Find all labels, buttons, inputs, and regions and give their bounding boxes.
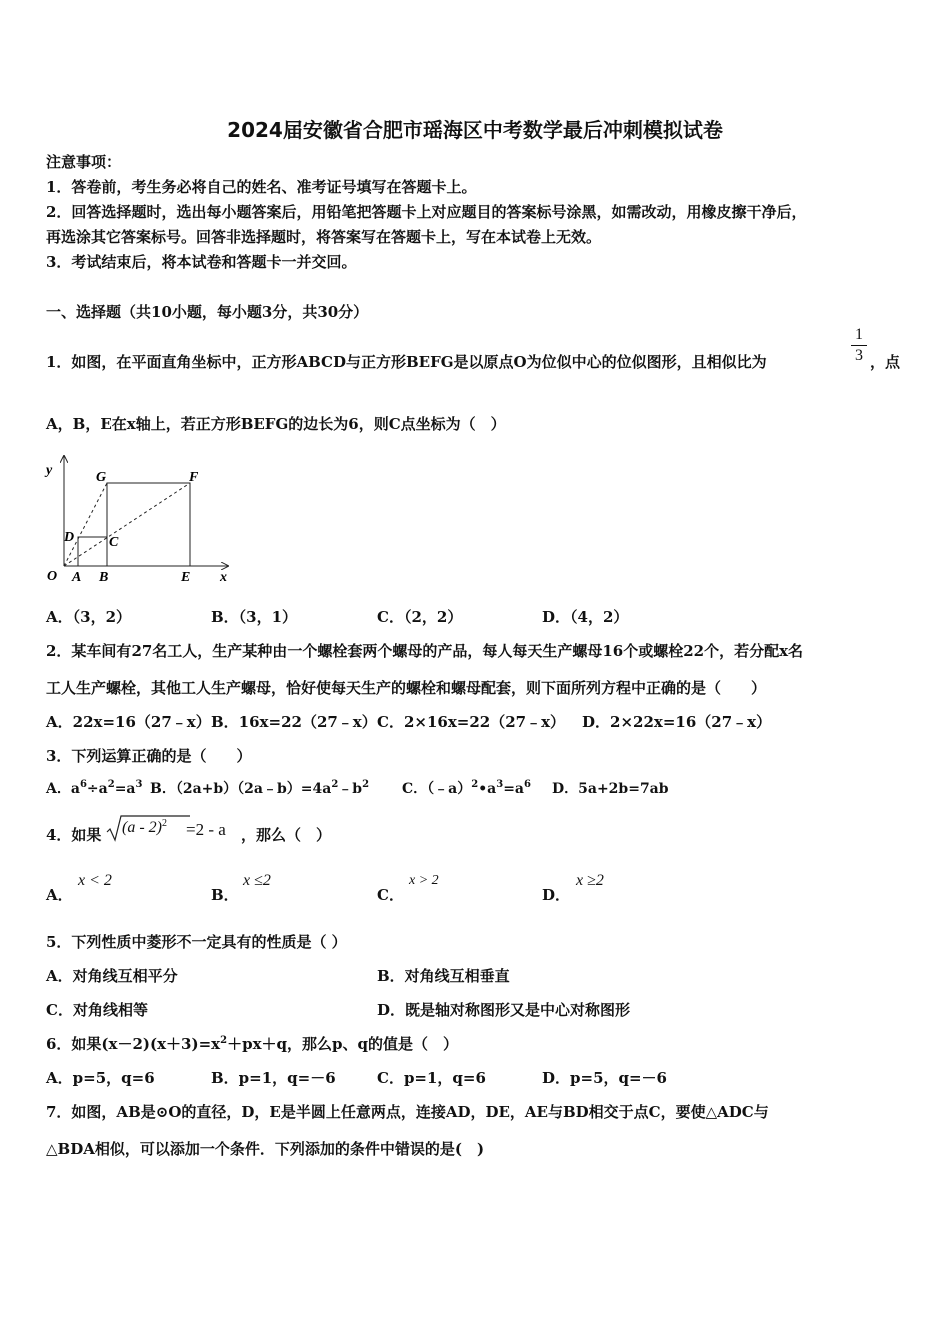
q1-figure (38, 450, 238, 588)
q3-option-d: D．5a+2b=7ab (552, 781, 669, 797)
notice-item-2a: 2．回答选择题时，选出每小题答案后，用铅笔把答题卡上对应题目的答案标号涂黑，如需改动，用橡皮擦干净后， (46, 203, 807, 221)
q3-stem: 3．下列运算正确的是（ ） (46, 747, 252, 765)
q2-option-d: D．2×22x=16（27﹣x） (582, 713, 772, 731)
q6-option-c: C．p=1，q=6 (377, 1069, 486, 1087)
q4-prefix: 4．如果 (46, 826, 102, 844)
q1-option-c: C．（2，2） (377, 608, 463, 626)
q4-option-b: B． (211, 886, 239, 904)
q1-line1: 1．如图，在平面直角坐标中，正方形ABCD与正方形BEFG是以原点O为位似中心的位似图形，且相似比为 (46, 353, 767, 371)
section-heading: 一、选择题（共10小题，每小题3分，共30分） (46, 303, 369, 321)
q5-option-a: A．对角线互相平分 (46, 967, 178, 985)
q4-cond-b: x ≤2 (243, 872, 271, 889)
q4-option-a: A． (46, 886, 73, 904)
q1-line2: A，B，E在x轴上，若正方形BEFG的边长为6，则C点坐标为（ ） (46, 415, 506, 433)
q3-option-b: B．$(2a+b)(2a﹣b)=4a^2﹣b^2$ (150, 779, 370, 797)
q6-option-b: B．p=1，q=－6 (211, 1069, 336, 1087)
label-c: C (109, 535, 119, 550)
q4-cond-a: x < 2 (78, 872, 112, 889)
notice-item-2b: 再选涂其它答案标号。回答非选择题时，将答案写在答题卡上，写在本试卷上无效。 (46, 228, 602, 246)
q1-tail: ，点 (870, 353, 901, 371)
notice-heading: 注意事项： (46, 153, 122, 171)
q2-line2: 工人生产螺栓，其他工人生产螺母，恰好使每天生产的螺栓和螺母配套，则下面所列方程中正确的是（ ） (46, 679, 767, 697)
label-d: D (64, 530, 75, 545)
q1-option-a: A．（3，2） (46, 608, 132, 626)
notice-item-1: 1．答卷前，考生务必将自己的姓名、准考证号填写在答题卡上。 (46, 178, 477, 196)
q1-ratio-fraction (851, 326, 867, 365)
q3-option-a: A．$a^6\div a^2=a^3$ (46, 779, 143, 797)
q2-option-a: A．22x=16（27﹣x） (46, 713, 211, 731)
q1-frac-den: 3 (855, 347, 863, 364)
q4-suffix: ，那么（ ） (241, 826, 332, 844)
label-o: O (47, 569, 58, 584)
q2-line1: 2．某车间有27名工人，生产某种由一个螺栓套两个螺母的产品，每人每天生产螺母16个或螺栓22个，若分配x名 (46, 642, 804, 660)
q5-stem: 5．下列性质中菱形不一定具有的性质是（ ） (46, 933, 347, 951)
q2-option-c: C．2×16x=22（27﹣x） (377, 713, 566, 731)
label-f: F (189, 470, 199, 485)
q7-line2: △BDA相似，可以添加一个条件．下列添加的条件中错误的是( ) (46, 1140, 485, 1158)
square-abcd (78, 537, 107, 566)
label-y: y (46, 463, 53, 478)
q6-option-a: A．p=5，q=6 (46, 1069, 155, 1087)
q6-option-d: D．p=5，q=－6 (542, 1069, 667, 1087)
square-befg (107, 483, 190, 566)
q1-frac-num: 1 (855, 326, 863, 343)
q5-option-c: C．对角线相等 (46, 1001, 148, 1019)
q4-rhs: =2 - a (186, 820, 226, 839)
q4-cond-d: x ≥2 (576, 872, 604, 889)
q4-radicand: (a - 2)$^2$ (122, 818, 167, 836)
q2-option-b: B．16x=22（27﹣x） (211, 713, 377, 731)
label-x: x (220, 570, 227, 585)
notice-item-3: 3．考试结束后，将本试卷和答题卡一并交回。 (46, 253, 357, 271)
page-title: 2024届安徽省合肥市瑶海区中考数学最后冲刺模拟试卷 (227, 118, 723, 142)
label-e: E (181, 570, 191, 585)
dashed-line-og (64, 483, 107, 566)
label-b: B (99, 570, 109, 585)
q3-option-c: C．$(﹣a)^2•a^3=a^6$ (402, 779, 531, 797)
q4-option-d: D． (542, 886, 571, 904)
label-a: A (72, 570, 82, 585)
q4-cond-c: x > 2 (409, 873, 439, 888)
q1-option-b: B．（3，1） (211, 608, 298, 626)
label-g: G (96, 470, 107, 485)
q4-option-c: C． (377, 886, 404, 904)
dashed-line-of (64, 483, 190, 566)
q1-option-d: D．（4，2） (542, 608, 629, 626)
q5-option-b: B．对角线互相垂直 (377, 967, 510, 985)
q6-stem: 6．如果$(x-2)(x+3)=x^2+px+q$，那么p、q的值是（ ） (46, 1035, 458, 1053)
q5-option-d: D．既是轴对称图形又是中心对称图形 (377, 1001, 631, 1019)
q7-line1: 7．如图，AB是⊙O的直径，D，E是半圆上任意两点，连接AD，DE，AE与BD相交于点C，要使△ADC与 (46, 1103, 769, 1121)
